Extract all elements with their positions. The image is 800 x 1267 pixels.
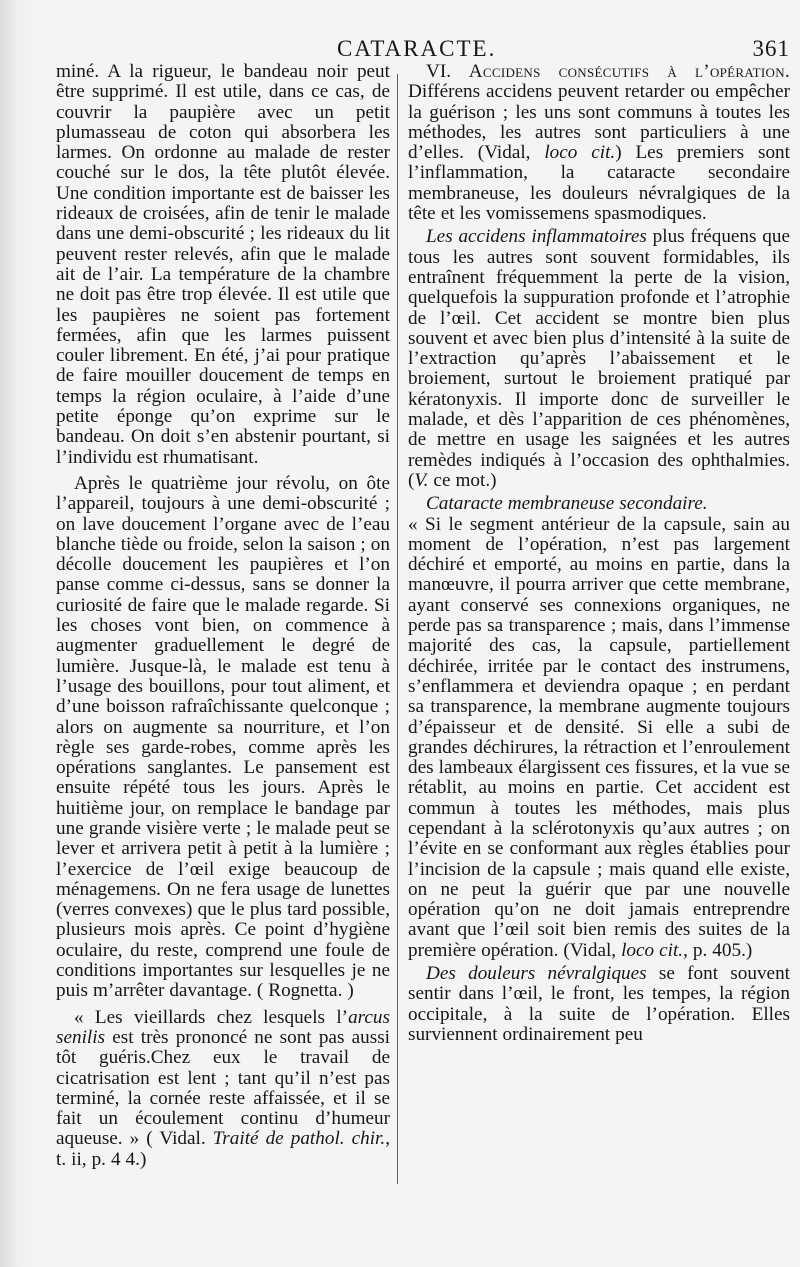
left-paragraph-3-citation: Traité de pathol. chir.	[212, 1128, 386, 1150]
section-heading: Accidens consécutifs à l’opération.	[468, 61, 790, 82]
left-column	[56, 62, 390, 1170]
inflammatory-heading: Les accidens inflammatoires	[426, 226, 647, 248]
left-paragraph-1	[56, 62, 390, 468]
left-paragraph-3-after-latin: est très prononcé ne sont pas aussi tôt guéris.Chez eux le travail de cicatrisation est lent ; tant qu’il n’est pas terminé, la cornée reste affaissée, et il se fait un écoulement continu d’humeur aqueuse. » ( Vidal.	[56, 1026, 390, 1150]
right-paragraph-3-text: « Si le segment antérieur de la capsule, sain au moment de l’opération, n’est pas largement déchiré et emporté, au moins en partie, dans la manœuvre, il pourra arriver que cette membrane, ayant conservé ses connexions organiques, ne perde pas sa transparence ; mais, dans l’immense majorité des cas, la capsule, partiellement déchirée, irritée par le contact des instrumens, s’enflammera et deviendra opaque ; en perdant sa transparence, la membrane augmente toujours d’épaisseur et de densité. Si elle a subi de grandes déchirures, la rétraction et l’enroulement des lambeaux élargissent ces fissures, et la vue se rétablit, au moins en partie. Cet accident est commun à toutes les méthodes, mais plus cependant à la sclérotonyxis qu’aux autres ; on l’évite en se conformant aux règles établies pour l’incision de la capsule ; mais quand elle existe, on ne peut la guérir que par une nouvelle opération qu’on ne doit jamais entreprendre avant que l’œil soit bien remis des suites de la première opération. (Vidal,	[408, 513, 790, 961]
left-paragraph-2-text: Après le quatrième jour révolu, on ôte l’appareil, toujours à une demi-obscurité ; on lave doucement l’organe avec de l’eau blanche tiède ou froide, selon la saison ; on décolle doucement les paupières et l’on panse comme ci-dessus, sans se donner la curiosité de faire que le malade regarde. Si les choses vont bien, on commence à augmenter graduellement le degré de lumière. Jusque-là, le malade est tenu à l’usage des bouillons, pour tout aliment, et d’une boisson rafraîchissante quelconque ; alors on augmente sa nourriture, et l’on règle ses garde-robes, comme après les opérations sanglantes. Le pansement est ensuite répété tous les jours. Après le huitième jour, on remplace le bandage par une grande visière verte ; le malade peut se lever et arrivera petit à petit à la lumière ; l’exercice de l’œil exige beaucoup de ménagemens. On ne fera usage de lunettes (verres convexes) que le plus tard possible, plusieurs mois après. Ce point d’hygiène oculaire, du reste, comprend une foule de conditions importantes sur lesquelles je ne puis m’arrêter davantage. ( Rognetta. )	[56, 472, 390, 1002]
right-paragraph-2-end: ce mot.)	[428, 469, 497, 491]
right-paragraph-2-v: V.	[414, 469, 429, 491]
right-paragraph-1-text: Différens accidens peuvent retarder ou empêcher la guérison ; les uns sont communs à toutes les méthodes, les autres sont particuliers à une d’elles. (Vidal,	[408, 81, 790, 164]
right-paragraph-2	[408, 227, 790, 491]
page-number: 361	[752, 36, 790, 61]
right-paragraph-4	[408, 964, 790, 1045]
right-paragraph-1	[408, 62, 790, 224]
neuralgic-heading: Des douleurs névralgiques	[426, 963, 647, 985]
left-paragraph-3-before-latin: « Les vieillards chez lesquels l’	[74, 1006, 349, 1028]
right-paragraph-3	[408, 515, 790, 962]
right-paragraph-3-end: , p. 405.)	[683, 939, 753, 961]
right-paragraph-1-end: ) Les premiers sont l’inflammation, la cataracte secondaire membraneuse, les douleurs névralgiques de la tête et les vomissemens spasmodiques.	[408, 142, 790, 225]
secondary-cataract-heading: Cataracte membraneuse secondaire.	[426, 493, 708, 515]
right-paragraph-3-loco: loco cit.	[621, 939, 684, 961]
column-divider	[397, 74, 398, 1184]
right-paragraph-4-text: se font souvent sentir dans l’œil, le front, les tempes, la région occipitale, à la suite de l’opération. Elles surviennent ordinairement peu	[408, 963, 790, 1045]
left-paragraph-1-text: miné. A la rigueur, le bandeau noir peut être supprimé. Il est utile, dans ce cas, de couvrir la paupière avec un petit plumasseau de coton qui absorbera les larmes. On ordonne au malade de rester couché sur le dos, la tête plutôt élevée. Une condition importante est de baisser les rideaux de croisées, afin de tenir le malade dans une demi-obscurité ; les rideaux du lit peuvent rester relevés, afin que le malade ait de l’air. La température de la chambre ne doit pas être trop élevée. Il est utile que les paupières ne soient pas fortement fermées, afin que les larmes puissent couler librement. En été, j’ai pour pratique de faire mouiller doucement de temps en temps la région oculaire, à l’aide d’une petite éponge qu’on exprime sur le bandeau. On doit s’en abstenir pourtant, si l’individu est rhumatisant.	[56, 61, 390, 468]
left-paragraph-3-latin: arcus senilis	[56, 1006, 390, 1048]
right-paragraph-3-heading-line	[408, 494, 790, 514]
left-paragraph-3	[56, 1008, 390, 1170]
left-paragraph-2	[56, 474, 390, 1002]
left-paragraph-3-end: , t. ii, p. 4 4.)	[56, 1128, 390, 1170]
right-paragraph-2-text: plus fréquens que tous les autres sont souvent formidables, ils entraînent fréquemment la perte de la vision, quelquefois la suppuration profonde et l’atrophie de l’œil. Cet accident se montre bien plus souvent et avec bien plus d’intensité à la suite de l’extraction qu’après l’abaissement et le broiement, surtout le broiement pratiqué par kératonyxis. Il importe donc de surveiller le malade, et dès l’apparition de ces phénomènes, de mettre en usage les saignées et les autres remèdes indiqués à l’occasion des ophthalmies. (	[408, 226, 790, 491]
running-title: CATARACTE.	[337, 36, 497, 61]
right-column	[408, 62, 790, 1045]
section-number: VI.	[426, 61, 469, 82]
right-paragraph-1-loco: loco cit.	[544, 142, 616, 164]
